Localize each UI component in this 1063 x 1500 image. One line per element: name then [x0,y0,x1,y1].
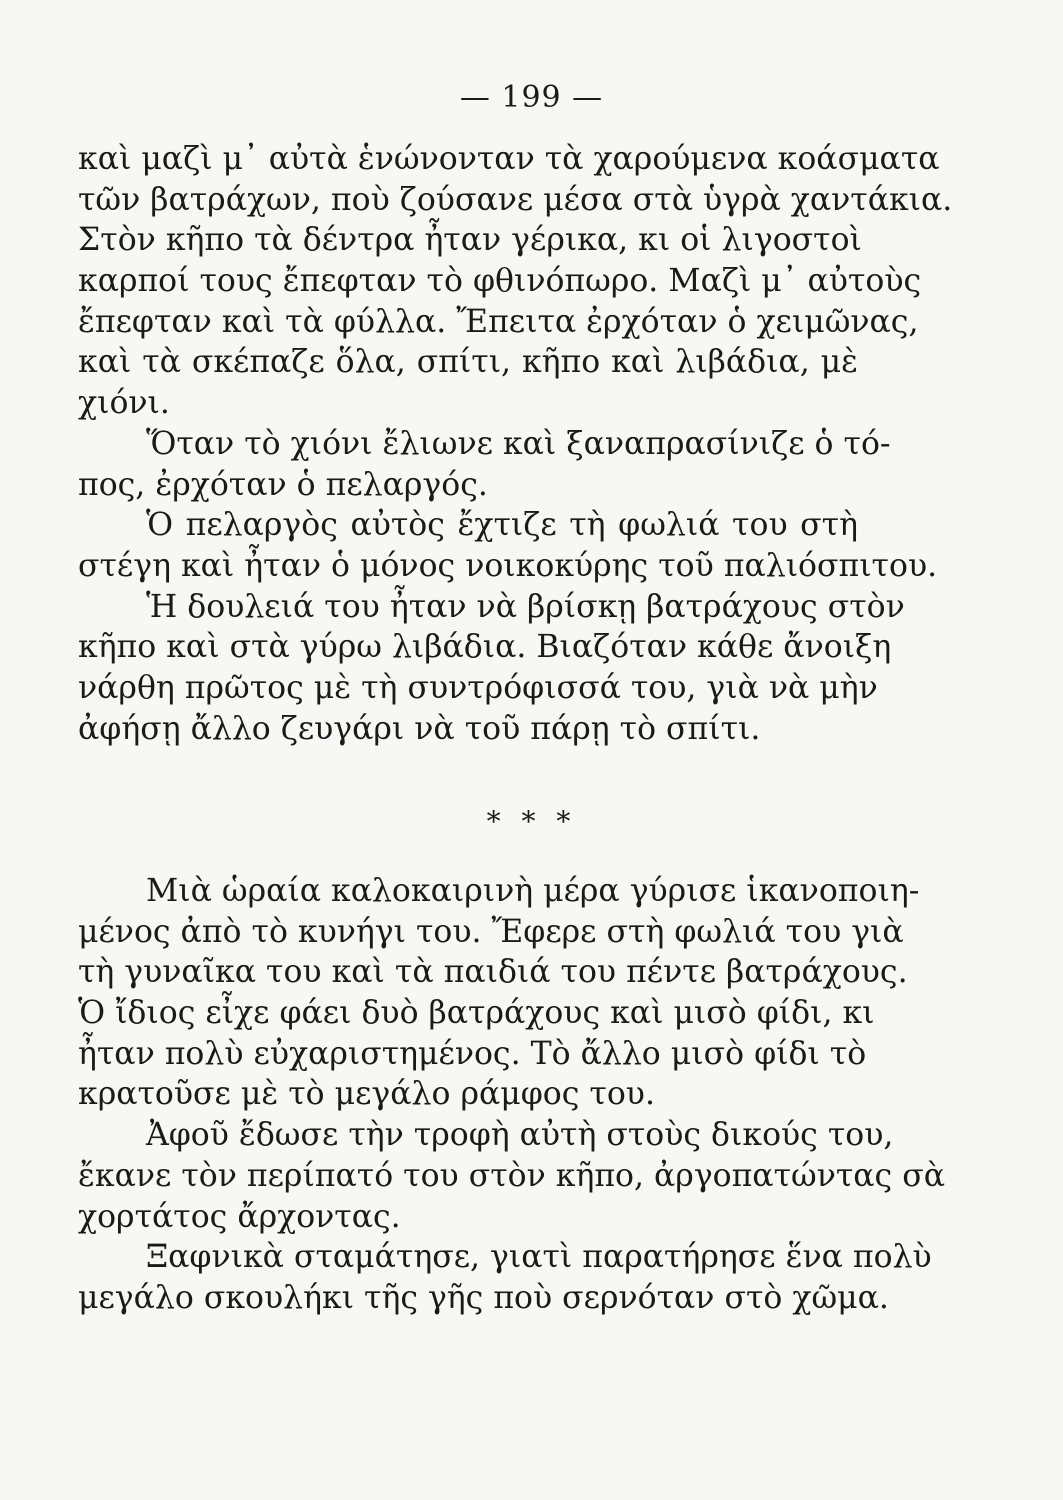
text-block-1 [78,139,953,749]
text-line: ἦταν πολὺ εὐχαριστημένος. Τὸ ἄλλο μισὸ φίδι τὸ [78,1035,867,1072]
text-block-2 [78,871,945,1319]
text-line: Στὸν κῆπο τὰ δέντρα ἦταν γέρικα, κι οἱ λιγοστοὶ [78,222,862,259]
text-line: ἔκανε τὸν περίπατό του στὸν κῆπο, ἀργοπατώντας σὰ [78,1157,945,1194]
text-line: στέγη καὶ ἦταν ὁ μόνος νοικοκύρης τοῦ παλιόσπιτου. [78,547,938,584]
section-separator: * * * [486,805,577,838]
text-line: Ὅταν τὸ χιόνι ἔλιωνε καὶ ξαναπρασίνιζε ὁ τό- [146,425,891,462]
text-line: καὶ τὰ σκέπαζε ὅλα, σπίτι, κῆπο καὶ λιβάδια, μὲ [78,344,858,381]
text-line: καὶ μαζὶ μ᾽ αὐτὰ ἑνώνονταν τὰ χαρούμενα κοάσματα [78,141,940,177]
text-line: τὴ γυναῖκα του καὶ τὰ παιδιά του πέντε βατράχους. [78,954,908,991]
text-line: Ὁ ἴδιος εἶχε φάει δυὸ βατράχους καὶ μισὸ φίδι, κι [78,995,875,1032]
text-line: χορτάτος ἄρχοντας. [78,1198,401,1235]
text-line: Ἀφοῦ ἔδωσε τὴν τροφὴ αὐτὴ στοὺς δικούς του, [146,1117,894,1154]
text-line: κρατοῦσε μὲ τὸ μεγάλο ράμφος του. [78,1076,655,1113]
text-line: μένος ἀπὸ τὸ κυνήγι του. Ἔφερε στὴ φωλιά του γιὰ [78,913,904,950]
text-line: τῶν βατράχων, ποὺ ζούσανε μέσα στὰ ὑγρὰ χαντάκια. [78,181,953,218]
text-line: νάρθη πρῶτος μὲ τὴ συντρόφισσά του, γιὰ νὰ μὴν [78,669,878,706]
text-line: Μιὰ ὡραία καλοκαιρινὴ μέρα γύρισε ἱκανοποιη- [146,873,920,909]
text-line: Ἡ δουλειά του ἦταν νὰ βρίσκῃ βατράχους στὸν [146,588,905,625]
text-line: χιόνι. [78,385,170,422]
text-line: Ὁ πελαργὸς αὐτὸς ἔχτιζε τὴ φωλιά του στὴ [146,507,858,544]
text-line: ἀφήσῃ ἄλλο ζευγάρι νὰ τοῦ πάρῃ τὸ σπίτι. [78,710,761,747]
text-line: ἔπεφταν καὶ τὰ φύλλα. Ἔπειτα ἐρχόταν ὁ χειμῶνας, [78,303,919,340]
text-line: καρποί τους ἔπεφταν τὸ φθινόπωρο. Μαζὶ μ᾽ αὐτοὺς [78,263,922,300]
text-line: πος, ἐρχόταν ὁ πελαργός. [78,466,488,503]
page-number: — 199 — [459,80,604,115]
text-line: μεγάλο σκουλήκι τῆς γῆς ποὺ σερνόταν στὸ χῶμα. [78,1279,889,1316]
text-line: κῆπο καὶ στὰ γύρω λιβάδια. Βιαζόταν κάθε ἄνοιξη [78,629,892,666]
text-line: Ξαφνικὰ σταμάτησε, γιατὶ παρατήρησε ἕνα πολὺ [146,1239,932,1276]
